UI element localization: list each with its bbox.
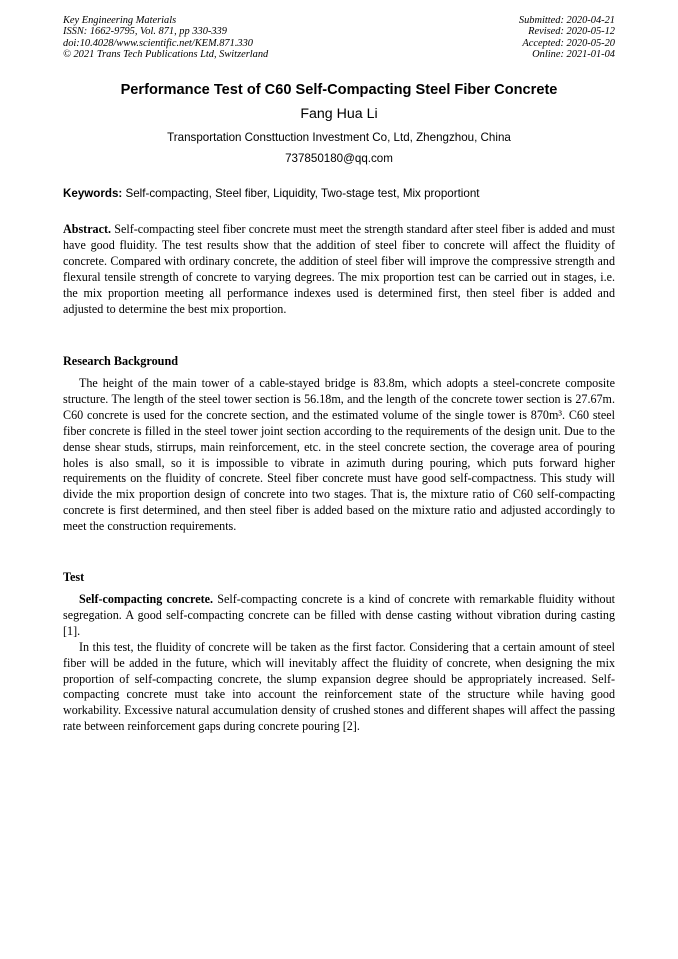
section-heading-background: Research Background	[63, 354, 179, 368]
abstract-label: Abstract.	[63, 222, 112, 236]
keywords	[63, 185, 615, 203]
author-name: Fang Hua Li	[300, 106, 378, 122]
journal-doi: doi:10.4028/www.scientific.net/KEM.871.330	[63, 37, 253, 49]
background-paragraph: The height of the main tower of a cable-stayed bridge is 83.8m, which adopts a steel-concrete composite structure. The length of the steel tower section is 56.18m, and the length of the concrete tower section is 27.67m. C60 concrete is used for the concrete section, and the estimated volume of the single tower is 870m³. C60 steel fiber concrete is filled in the steel tower joint section according to the requirements of the design unit. Due to the dense shear studs, stirrups, main reinforcement, etc. in the steel concrete section, the coverage area of pouring holes is also small, so it is impossible to vibrate in azimuth during pouring, which puts forward higher requirements on the fluidity of concrete. Steel fiber concrete must have good self-compactness. This study will divide the mix proportion design of concrete into two stages. That is, the mixture ratio of C60 self-compacting concrete is first determined, and then steel fiber is added based on the mixture ratio and adjusted accordingly to meet the construction requirements.	[63, 376, 615, 534]
journal-issn: ISSN: 1662-9795, Vol. 871, pp 330-339	[63, 26, 227, 38]
paper-title: Performance Test of C60 Self-Compacting Steel Fiber Concrete	[120, 82, 558, 98]
test-paragraph-2: In this test, the fluidity of concrete will be taken as the first factor. Considering that a certain amount of steel fiber will be added in the future, which will inevitably affect the fluidity of concrete, when designing the mix proportion of self-compacting concrete, the slump expansion degree should be appropriately increased. Self-compacting concrete must take into account the reinforcement state of the structure while having good workability. Excessive natural accumulation density of crushed stones and different shapes will affect the passing rate between reinforcement gaps during concrete pouring [2].	[63, 639, 615, 734]
date-accepted: Accepted: 2020-05-20	[522, 37, 615, 49]
test-paragraph-1	[63, 592, 615, 640]
subsection-lead: Self-compacting concrete.	[79, 592, 213, 606]
journal-name: Key Engineering Materials	[63, 15, 177, 26]
keywords-label: Keywords:	[63, 187, 123, 200]
section-heading-test: Test	[63, 570, 85, 584]
abstract-text: Self-compacting steel fiber concrete must meet the strength standard after steel fiber is added and must have good fluidity. The test results show that the addition of steel fiber to concrete will affect the fluidity of concrete. Compared with ordinary concrete, the addition of steel fiber will improve the compressive strength and flexural tensile strength of concrete to varying degrees. The mix proportion test can be carried out in stages, i.e. the mix proportion meeting all performance indexes used is determined first, then steel fiber is added and adjusted to determine the best mix proportion.	[63, 222, 615, 316]
submission-dates	[519, 15, 615, 60]
date-revised: Revised: 2020-05-12	[528, 26, 615, 38]
test-paragraph-1-text: Self-compacting concrete is a kind of concrete with remarkable fluidity without segregation. A good self-compacting concrete can be filled with dense casting without vibration during casting [1].	[63, 592, 615, 638]
journal-info	[63, 15, 268, 60]
keywords-text: Self-compacting, Steel fiber, Liquidity, Two-stage test, Mix proportiont	[122, 187, 480, 200]
section-body-background	[63, 376, 615, 535]
section-body-test	[63, 592, 615, 735]
date-online: Online: 2021-01-04	[532, 48, 615, 60]
journal-copyright: © 2021 Trans Tech Publications Ltd, Switzerland	[63, 48, 269, 60]
author-email: 737850180@qq.com	[285, 152, 393, 165]
abstract	[63, 222, 615, 317]
author-affiliation: Transportation Consttuction Investment Co, Ltd, Zhengzhou, China	[167, 131, 511, 144]
date-submitted: Submitted: 2020-04-21	[518, 15, 615, 26]
